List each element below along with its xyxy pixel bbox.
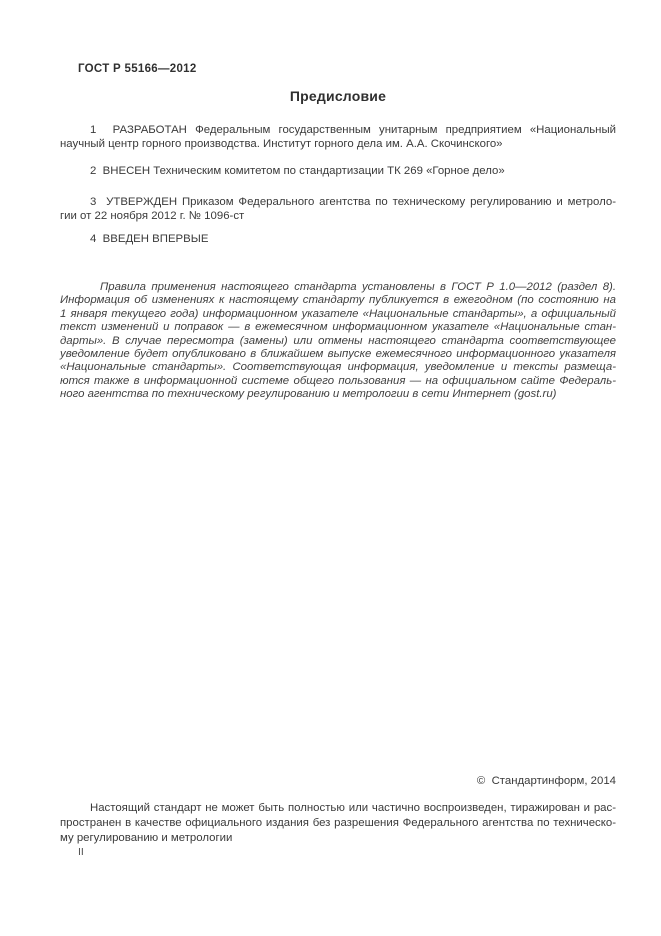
text-line: 2 ВНЕСЕН Техническим комитетом по стандартизации ТК 269 «Горное дело» [90,165,505,177]
text-line: му регулированию и метрологии [60,832,233,844]
text-line: ного агентства по техническому регулированию и метрологии в сети Интернет (gost.ru) [60,388,557,401]
running-header-standard-code: ГОСТ Р 55166—2012 [78,63,197,75]
text-line: ются также в информационной системе общего пользования — на официальном сайте Федераль- [60,374,616,387]
text-line: Правила применения настоящего стандарта установлены в ГОСТ Р 1.0—2012 (раздел 8). [100,281,616,293]
text-line: научный центр горного производства. Институт горного дела им. А.А. Скочинского» [60,138,503,150]
legal-notice [60,801,616,846]
text-line: пространен в качестве официального издания без разрешения Федерального агентства по техническо- [60,817,616,829]
foreword-item-submitted [60,164,616,178]
text-line: 1 РАЗРАБОТАН Федеральным государственным унитарным предприятием «Национальный [90,124,616,136]
text-line: 1 января текущего года) информационном указателе «Национальные стандарты», а официальный [60,307,616,320]
text-line: гии от 22 ноября 2012 г. № 1096-ст [60,210,245,222]
foreword-item-introduced [60,232,616,246]
standard-application-note [60,281,616,402]
text-line: дарты». В случае пересмотра (замены) или отмены настоящего стандарта соответствующее [60,334,616,347]
text-line: уведомление будет опубликовано в ближайшем выпуске ежемесячного информационного указателя [60,348,616,361]
foreword-item-approved [60,195,616,223]
text-line: Информация об изменениях к настоящему стандарту публикуется в ежегодном (по состоянию на [60,294,616,307]
foreword-item-developed [60,123,616,151]
text-line: 4 ВВЕДЕН ВПЕРВЫЕ [90,233,209,245]
page-number: II [78,846,84,858]
text-line: Настоящий стандарт не может быть полностью или частично воспроизведен, тиражирован и рас- [90,802,616,814]
page-title-foreword: Предисловие [289,88,387,104]
foreword-section [60,123,616,246]
copyright-line: © Стандартинформ, 2014 [476,775,616,787]
text-line: «Национальные стандарты». Соответствующая информация, уведомление и тексты размеща- [60,361,616,374]
text-line: текст изменений и поправок — в ежемесячном информационном указателе «Национальные стан- [60,321,616,334]
text-line: 3 УТВЕРЖДЕН Приказом Федерального агентства по техническому регулированию и метроло- [90,196,616,208]
